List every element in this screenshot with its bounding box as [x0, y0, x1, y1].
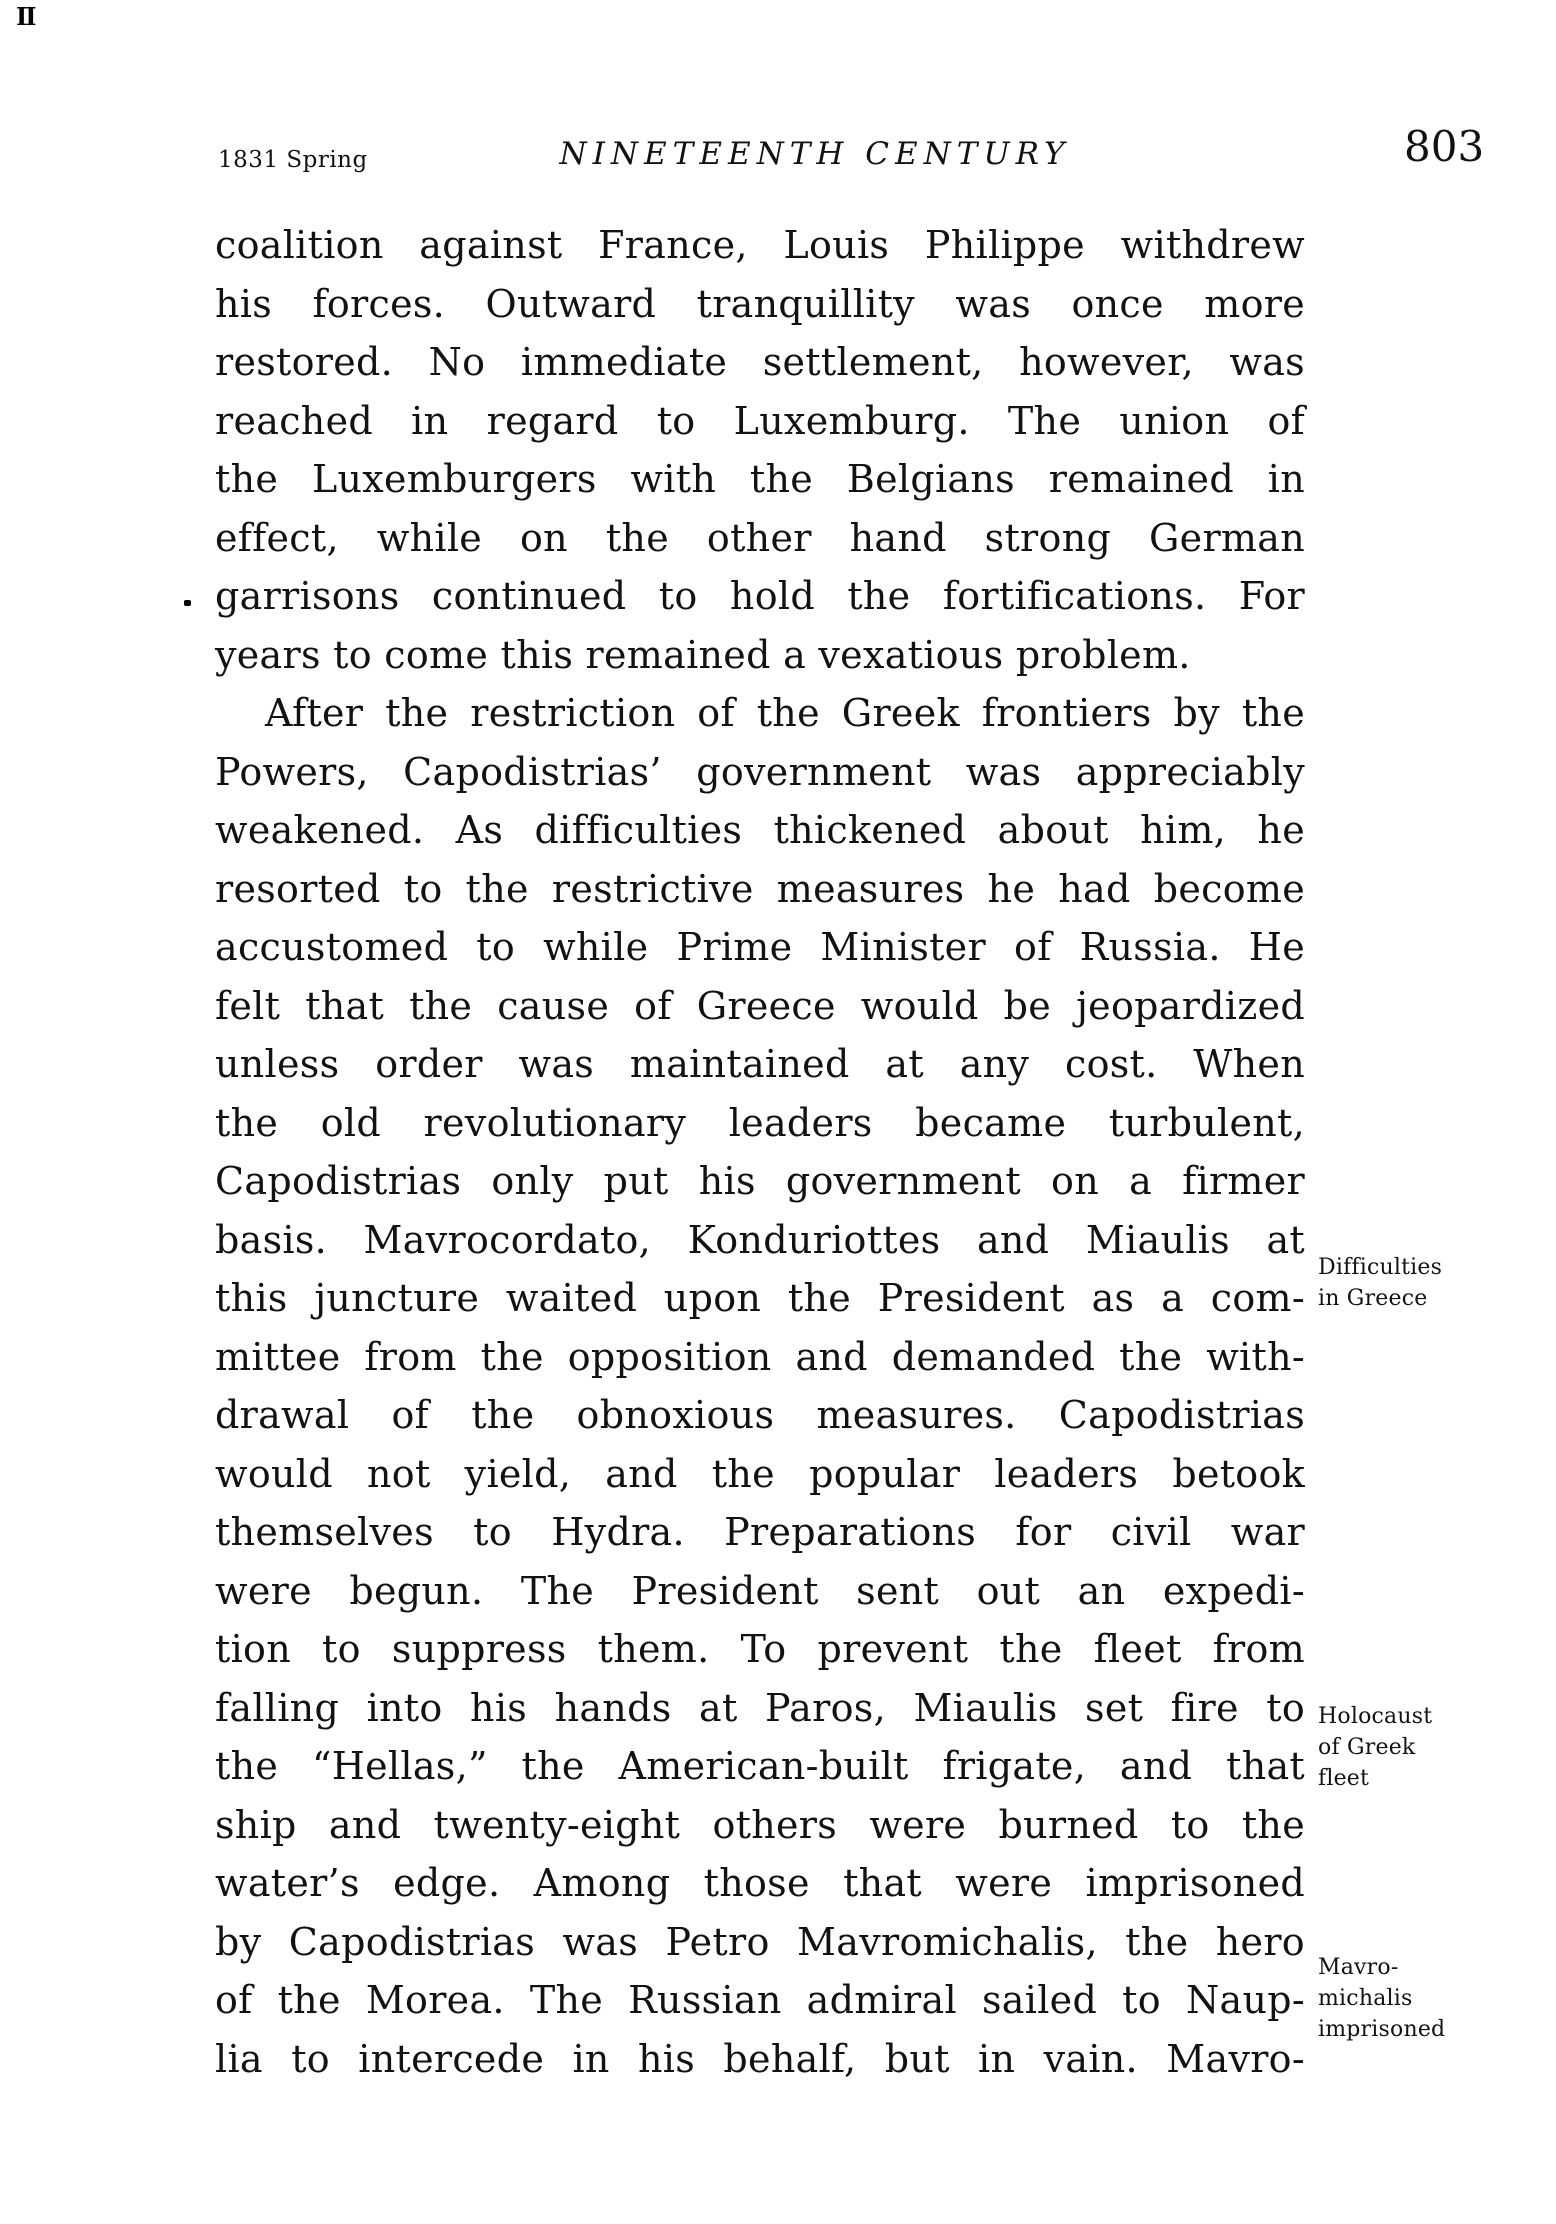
- page-number: 803: [1404, 122, 1485, 171]
- body-line: After the restriction of the Greek frontiers by the: [265, 691, 1305, 735]
- sidenote-line: fleet: [1318, 1766, 1370, 1791]
- body-line: restored. No immediate settlement, however, was: [215, 340, 1305, 384]
- sidenote-line: Difficulties: [1318, 1255, 1443, 1280]
- body-line: lia to intercede in his behalf, but in vain. Mavro-: [215, 2036, 1305, 2081]
- sidenote-difficulties-in-greece: [1318, 1252, 1548, 1314]
- sidenote-line: of Greek: [1318, 1735, 1416, 1760]
- body-line: mittee from the opposition and demanded the with-: [215, 1334, 1305, 1379]
- sidenote-line: michalis: [1318, 1986, 1413, 2011]
- body-line: falling into his hands at Paros, Miaulis set fire to: [215, 1685, 1305, 1730]
- body-line: years to come this remained a vexatious problem.: [215, 632, 1191, 677]
- body-text: [215, 216, 1305, 2088]
- body-line: weakened. As difficulties thickened about him, he: [215, 808, 1305, 852]
- sidenote-mavromichalis-imprisoned: [1318, 1952, 1548, 2045]
- body-line: basis. Mavrocordato, Konduriottes and Miaulis at: [215, 1217, 1305, 1262]
- body-line: ship and twenty-eight others were burned to the: [215, 1802, 1305, 1847]
- sidenote-holocaust-of-greek-fleet: [1318, 1701, 1548, 1794]
- header-running-date: 1831 Spring: [218, 147, 368, 173]
- body-line: tion to suppress them. To prevent the fleet from: [215, 1627, 1305, 1671]
- body-line: garrisons continued to hold the fortifications. For: [215, 574, 1305, 618]
- sidenote-line: imprisoned: [1318, 2017, 1446, 2042]
- body-line: coalition against France, Louis Philippe withdrew: [215, 223, 1305, 267]
- body-line: accustomed to while Prime Minister of Russia. He: [215, 925, 1305, 969]
- body-line: felt that the cause of Greece would be jeopardized: [215, 983, 1305, 1028]
- body-line: the “Hellas,” the American-built frigate, and that: [215, 1744, 1305, 1788]
- body-line: drawal of the obnoxious measures. Capodistrias: [215, 1393, 1305, 1437]
- body-line: by Capodistrias was Petro Mavromichalis, the hero: [215, 1919, 1305, 1964]
- body-line: this juncture waited upon the President as a com-: [215, 1276, 1305, 1320]
- body-line: of the Morea. The Russian admiral sailed to Naup-: [215, 1978, 1305, 2022]
- sidenote-line: in Greece: [1318, 1286, 1428, 1311]
- body-line: Capodistrias only put his government on a firmer: [215, 1159, 1305, 1203]
- body-line: Powers, Capodistrias’ government was appreciably: [215, 749, 1305, 794]
- sidenote-line: Holocaust: [1318, 1704, 1433, 1729]
- body-line: his forces. Outward tranquillity was once more: [215, 281, 1305, 326]
- body-line: the old revolutionary leaders became turbulent,: [215, 1100, 1305, 1145]
- body-line: would not yield, and the popular leaders betook: [215, 1451, 1305, 1496]
- corner-mark: II: [16, 2, 35, 31]
- body-line: themselves to Hydra. Preparations for civil war: [215, 1510, 1305, 1554]
- header-running-title: NINETEENTH CENTURY: [559, 136, 1071, 172]
- body-line: water’s edge. Among those that were imprisoned: [215, 1861, 1305, 1905]
- body-line: unless order was maintained at any cost. When: [215, 1042, 1305, 1086]
- body-line: effect, while on the other hand strong German: [215, 515, 1305, 560]
- body-line: reached in regard to Luxemburg. The union of: [215, 398, 1305, 443]
- print-speck: [184, 600, 191, 606]
- sidenote-line: Mavro-: [1318, 1955, 1399, 1980]
- body-line: resorted to the restrictive measures he had become: [215, 866, 1305, 911]
- body-line: the Luxemburgers with the Belgians remained in: [215, 457, 1305, 501]
- body-line: were begun. The President sent out an expedi-: [215, 1568, 1305, 1613]
